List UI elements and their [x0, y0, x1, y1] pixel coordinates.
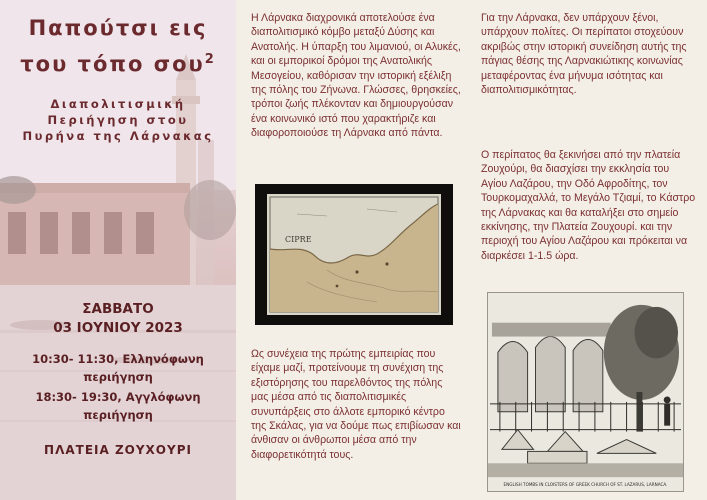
engraving-caption: ENGLISH TOMBS IN CLOISTERS OF GREEK CHURCH OF ST. LAZARUS, LARNACA. [503, 482, 668, 488]
session2-time: 18:30- 19:30, Αγγλόφωνη [35, 390, 201, 404]
intro-paragraph: Η Λάρνακα διαχρονικά αποτελούσε ένα διαπολιτισμικό κόμβο μεταξύ Δύσης και Ανατολής. Η ύπαρξη του λιμανιού, οι Αλυκές, και οι εμπορικοί δρόμοι της Ανατολικής Μεσογείου, καθόρισαν την ιστορική εξέλιξη της πόλης του Ζήνωνα. Γλώσσες, θρησκείες, τρόποι ζωής πλέκονταν και δημιουργούσαν ένα κοινωνικό ιστό που χαρακτήριζε και διαφοροποιούσε τη Λάρνακα από πάντα. [251, 12, 461, 140]
event-date: 03 ΙΟΥΝΙΟΥ 2023 [53, 320, 183, 336]
route-paragraph: Ο περίπατος θα ξεκινήσει από την πλατεία Ζουχούρι, θα διασχίσει την εκκλησία του Αγίου Λαζάρου, την Οδό Αφροδίτης, τον Τουρκομαχαλλά, το Μεγάλο Τζιαμί, το Κάστρο της Λάρνακας και θα καταλήξει στο σημείο εκκίνησης, την Πλατεία Ζουχουρί. και την περιοχή του Αγίου Λαζάρου και πρόκειται να διαρκέσει 1-1.5 ώρα. [481, 149, 696, 262]
session2-label: περιήγηση [83, 408, 153, 422]
session1-time: 10:30- 11:30, Ελληνόφωνη [32, 352, 204, 366]
framed-cyprus-map [255, 184, 453, 325]
continuation-paragraph: Ως συνέχεια της πρώτης εμπειρίας που είχαμε μαζί, προτείνουμε τη συνέχιση της εξιστόρησης του παρελθόντος της πόλης μας μέσα από τις διαπολιτισμικές συνυπάρξεις στο άλλοτε εμπορικό κέντρο της Σκάλας, για να δούμε πως επιβίωσαν και άνθισαν οι άνθρωποι μέσα από την διαφορετικότητά τους. [251, 348, 461, 461]
session1-label: περιήγηση [83, 370, 153, 384]
engraving-st-lazarus [487, 292, 684, 492]
poster-subtitle-line1: Διαπολιτισμική [50, 97, 186, 111]
poster-title-line1: Παπούτσι εις [28, 16, 208, 40]
citizens-paragraph: Για την Λάρνακα, δεν υπάρχουν ξένοι, υπάρχουν πολίτες. Οι περίπατοι στοχεύουν ακριβώς στην ιστορική συνείδηση αυτής της πάγιας θέσης της Λαρνακιώτικης κοινωνίας μεταφέροντας ένα μήνυμα ισότητας και διαπολιτισμικότητας. [481, 12, 687, 97]
poster-title-superscript: 2 [204, 52, 216, 67]
poster-subtitle-line3: Πυρήνα της Λάρνακας [22, 129, 214, 143]
poster-title-text: του τόπο σου [20, 52, 205, 76]
poster-title-line2 [0, 52, 236, 76]
poster-subtitle-line2: Περιήγηση στου [47, 113, 189, 127]
map-label: CIPRE [285, 235, 312, 244]
cyprus-map-image [267, 194, 441, 315]
event-place: ΠΛΑΤΕΙΑ ΖΟΥΧΟΥΡΙ [44, 443, 192, 457]
event-day: ΣΑΒΒΑΤΟ [82, 301, 154, 317]
poster-panel [0, 0, 236, 500]
engraving-image [488, 293, 683, 491]
